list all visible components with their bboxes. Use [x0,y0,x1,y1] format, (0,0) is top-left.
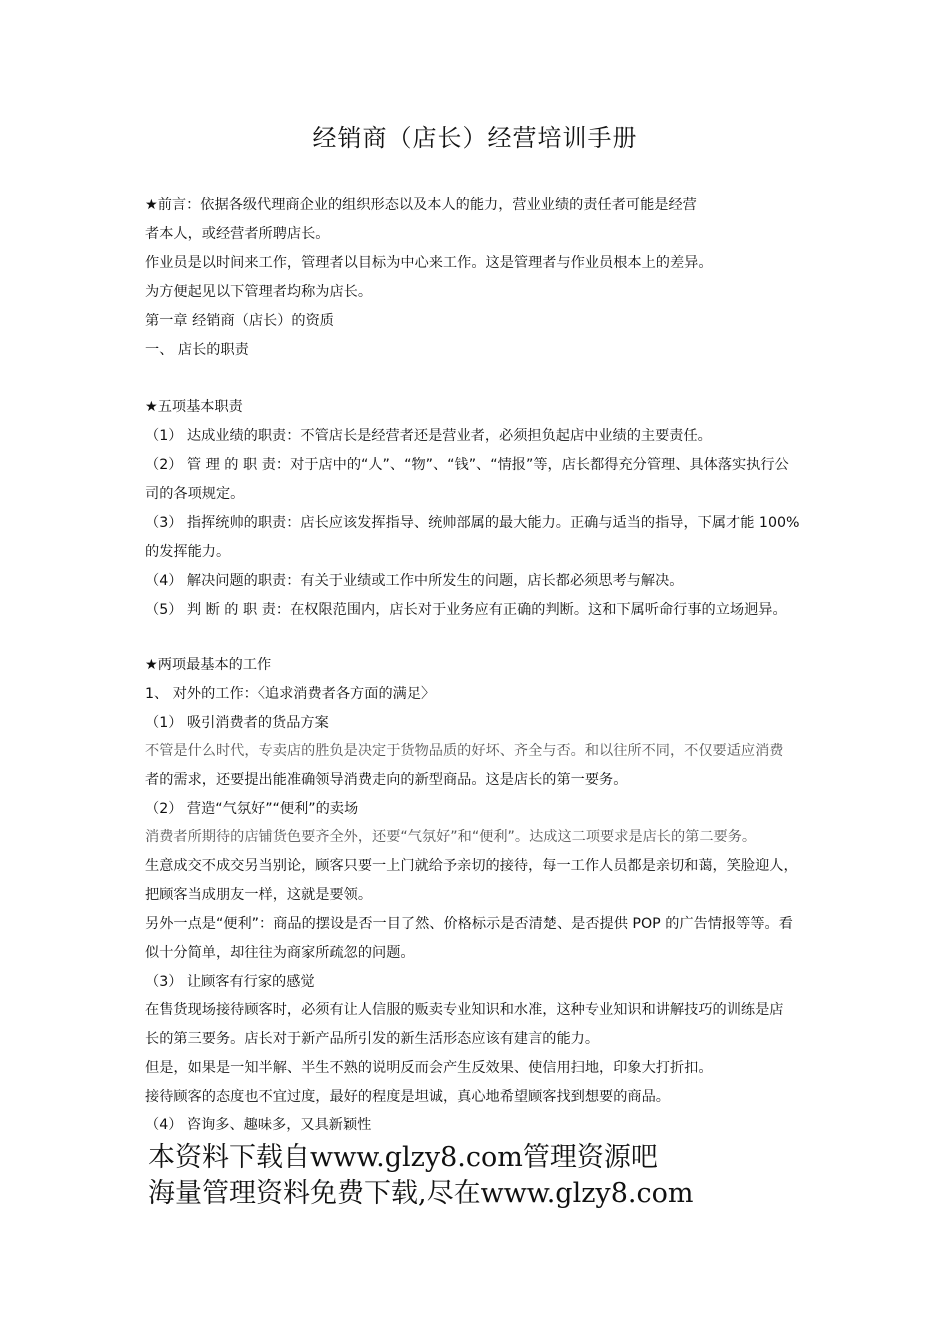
page-title: 经销商（店长）经营培训手册 [312,124,638,152]
footer-line: 本资料下载自www.glzy8.com管理资源吧 [148,1142,658,1173]
text-line: 消费者所期待的店铺货色要齐全外，还要“气氛好”和“便利”。达成这二项要求是店长的第二要务。 [145,829,757,845]
text-line: 但是，如果是一知半解、半生不熟的说明反而会产生反效果、使信用扫地，印象大打折扣。 [145,1060,713,1076]
text-line: 为方便起见以下管理者均称为店长。 [145,284,373,300]
text-line: 的发挥能力。 [145,544,231,560]
text-line: 在售货现场接待顾客时，必须有让人信服的贩卖专业知识和水准，这种专业知识和讲解技巧的训练是店 [145,1002,784,1018]
footer-line: 海量管理资料免费下载,尽在www.glzy8.com [148,1178,694,1209]
text-line: 作业员是以时间来工作，管理者以目标为中心来工作。这是管理者与作业员根本上的差异。 [145,255,713,271]
text-line: 者本人，或经营者所聘店长。 [145,226,330,242]
text-line: ★五项基本职责 [145,399,243,415]
text-line: （3） 让顾客有行家的感觉 [145,974,315,990]
text-line: （1） 达成业绩的职责：不管店长是经营者还是营业者，必须担负起店中业绩的主要责任。 [145,428,712,444]
text-line: 司的各项规定。 [145,486,245,502]
text-line: 另外一点是“便利”：商品的摆设是否一目了然、价格标示是否清楚、是否提供 POP 的广告情报等等。看 [145,916,793,932]
text-line: （5） 判 断 的 职 责：在权限范围内，店长对于业务应有正确的判断。这和下属听命行事的立场迥异。 [145,602,787,618]
text-line: （2） 管 理 的 职 责：对于店中的“人”、“物”、“钱”、“情报”等，店长都得充分管理、具体落实执行公 [145,457,789,473]
text-line: 1、 对外的工作：〈追求消费者各方面的满足〉 [145,686,436,702]
text-line: 似十分简单，却往往为商家所疏忽的问题。 [145,945,415,961]
text-line: 长的第三要务。店长对于新产品所引发的新生活形态应该有建言的能力。 [145,1031,600,1047]
text-line: 接待顾客的态度也不宜过度，最好的程度是坦诚，真心地希望顾客找到想要的商品。 [145,1089,670,1105]
text-line: （4） 咨询多、趣味多，又具新颖性 [145,1117,372,1133]
text-line: 第一章 经销商（店长）的资质 [145,313,334,329]
text-line: （2） 营造“气氛好”“便利”的卖场 [145,801,359,817]
text-line: ★两项最基本的工作 [145,657,272,673]
text-line: 一、 店长的职责 [145,342,249,358]
text-line: 把顾客当成朋友一样，这就是要领。 [145,887,373,903]
text-line: （3） 指挥统帅的职责：店长应该发挥指导、统帅部属的最大能力。正确与适当的指导，下属才能 100% [145,515,800,531]
text-line: 者的需求，还要提出能准确领导消费走向的新型商品。这是店长的第一要务。 [145,772,628,788]
text-line: 不管是什么时代，专卖店的胜负是决定于货物品质的好坏、齐全与否。和以往所不同，不仅要适应消费 [145,743,784,759]
text-line: （4） 解决问题的职责：有关于业绩或工作中所发生的问题，店长都必须思考与解决。 [145,573,684,589]
text-line: ★前言：依据各级代理商企业的组织形态以及本人的能力，营业业绩的责任者可能是经营 [145,197,697,213]
text-line: （1） 吸引消费者的货品方案 [145,715,329,731]
text-line: 生意成交不成交另当别论，顾客只要一上门就给予亲切的接待，每一工作人员都是亲切和蔼，笑脸迎人， [145,858,798,874]
